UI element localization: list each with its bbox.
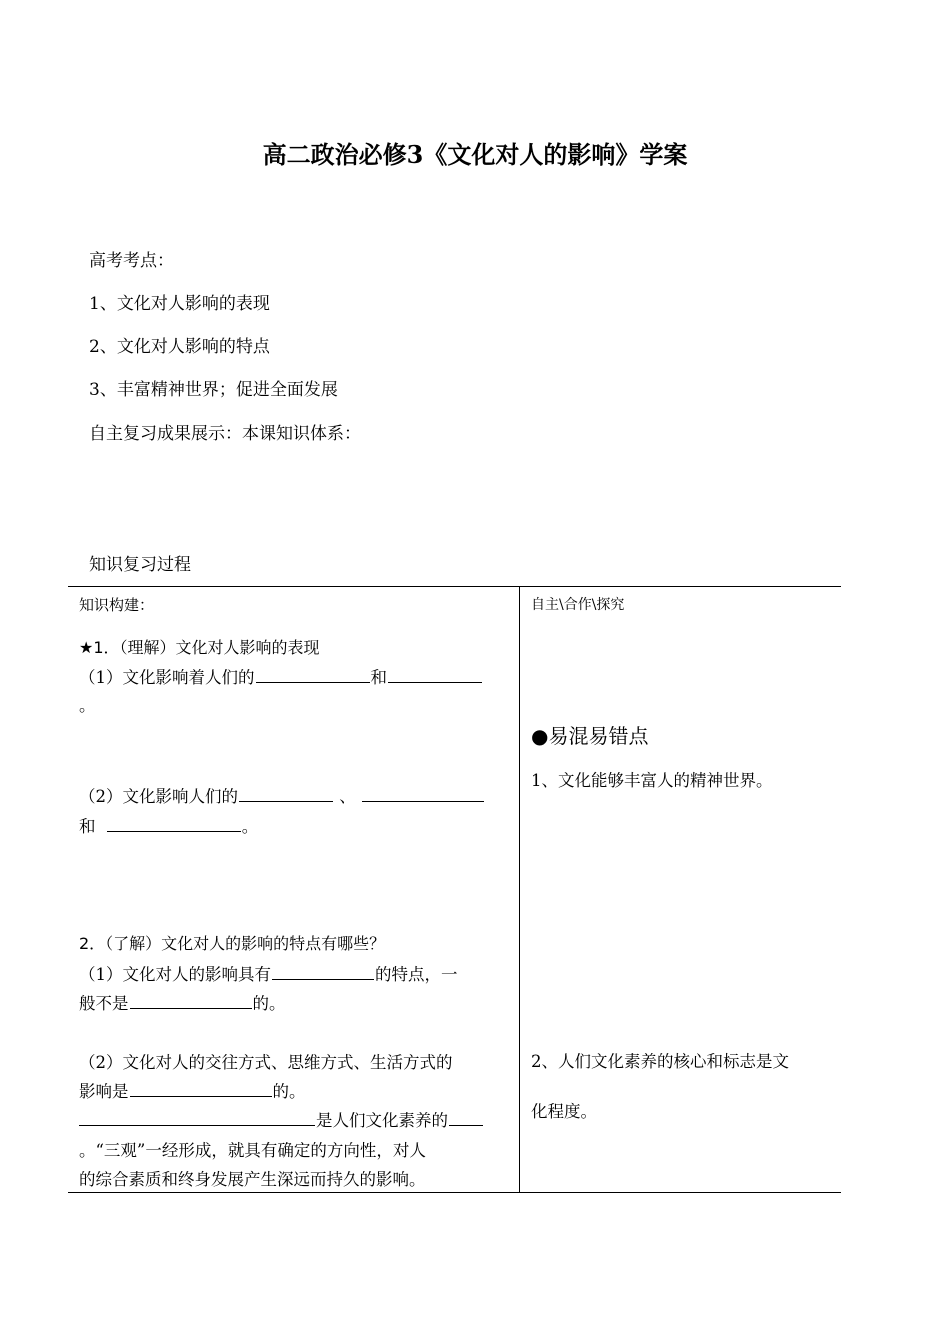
knowledge-construction-cell xyxy=(68,586,520,1192)
q2-line6: 。“三观”一经形成，就具有确定的方向性，对人 xyxy=(79,1141,426,1160)
q2-title: 2．（了解）文化对人的影响的特点有哪些？ xyxy=(79,934,386,953)
exam-points-heading: 高考考点： xyxy=(89,251,174,271)
q2-line4-text-a: 影响是 xyxy=(79,1082,129,1101)
q1-line3-end: 。 xyxy=(241,817,259,836)
blank-6[interactable] xyxy=(272,963,374,981)
q2-line2-text-a: 般不是 xyxy=(79,994,129,1013)
q2-line1-text-b: 的特点，一 xyxy=(375,965,458,984)
q1-line2 xyxy=(79,783,485,807)
exam-point-2: 2、文化对人影响的特点 xyxy=(89,337,270,357)
blank-5[interactable] xyxy=(107,815,241,833)
blank-7[interactable] xyxy=(130,992,252,1010)
q2-line3: （2）文化对人的交往方式、思维方式、生活方式的 xyxy=(79,1053,453,1072)
right-header: 自主\合作\探究 xyxy=(531,597,625,613)
blank-2[interactable] xyxy=(388,666,482,684)
q1-line1-end: 。 xyxy=(79,696,96,715)
q1-line1-text-b: 和 xyxy=(370,668,387,687)
explore-cell xyxy=(520,586,842,1192)
q1-line3-text-a: 和 xyxy=(79,817,101,836)
q2-line4-text-b: 的。 xyxy=(272,1082,306,1101)
q2-line5-text: 是人们文化素养的 xyxy=(316,1111,448,1130)
blank-10[interactable] xyxy=(449,1109,483,1127)
table-bottom-border xyxy=(68,1192,841,1193)
left-header: 知识构建： xyxy=(79,596,155,614)
q2-line1 xyxy=(79,961,458,985)
q1-line2-text-b: 、 xyxy=(334,787,356,806)
q2-line5 xyxy=(79,1107,484,1131)
knowledge-table xyxy=(68,586,841,1192)
blank-8[interactable] xyxy=(130,1080,272,1098)
review-line: 自主复习成果展示：本课知识体系： xyxy=(89,424,361,444)
confusion-item-1: 1、文化能够丰富人的精神世界。 xyxy=(531,771,773,790)
blank-4[interactable] xyxy=(362,785,484,803)
confusion-heading: ●易混易错点 xyxy=(531,724,649,748)
table-top-border xyxy=(68,586,841,587)
page-title: 高二政治必修3《文化对人的影响》学案 xyxy=(262,140,688,169)
q2-line2-text-b: 的。 xyxy=(252,994,286,1013)
confusion-item-2-line2: 化程度。 xyxy=(531,1102,597,1121)
q2-line1-text-a: （1）文化对人的影响具有 xyxy=(79,965,271,984)
confusion-item-2-line1: 2、人们文化素养的核心和标志是文 xyxy=(531,1052,789,1071)
q1-line3 xyxy=(79,813,258,837)
q2-line7: 的综合素质和终身发展产生深远而持久的影响。 xyxy=(79,1170,426,1189)
q1-line1-text-a: （1）文化影响着人们的 xyxy=(79,668,255,687)
q2-line2 xyxy=(79,990,286,1014)
blank-9[interactable] xyxy=(79,1109,315,1127)
q1-line2-text-a: （2）文化影响人们的 xyxy=(79,787,238,806)
exam-point-1: 1、文化对人影响的表现 xyxy=(89,294,270,314)
exam-point-3: 3、丰富精神世界；促进全面发展 xyxy=(89,380,338,400)
blank-3[interactable] xyxy=(239,785,333,803)
blank-1[interactable] xyxy=(256,666,370,684)
q1-line1 xyxy=(79,664,483,688)
q2-line4 xyxy=(79,1078,306,1102)
process-heading: 知识复习过程 xyxy=(89,555,191,575)
q1-title: ★1．（理解）文化对人影响的表现 xyxy=(79,638,320,657)
